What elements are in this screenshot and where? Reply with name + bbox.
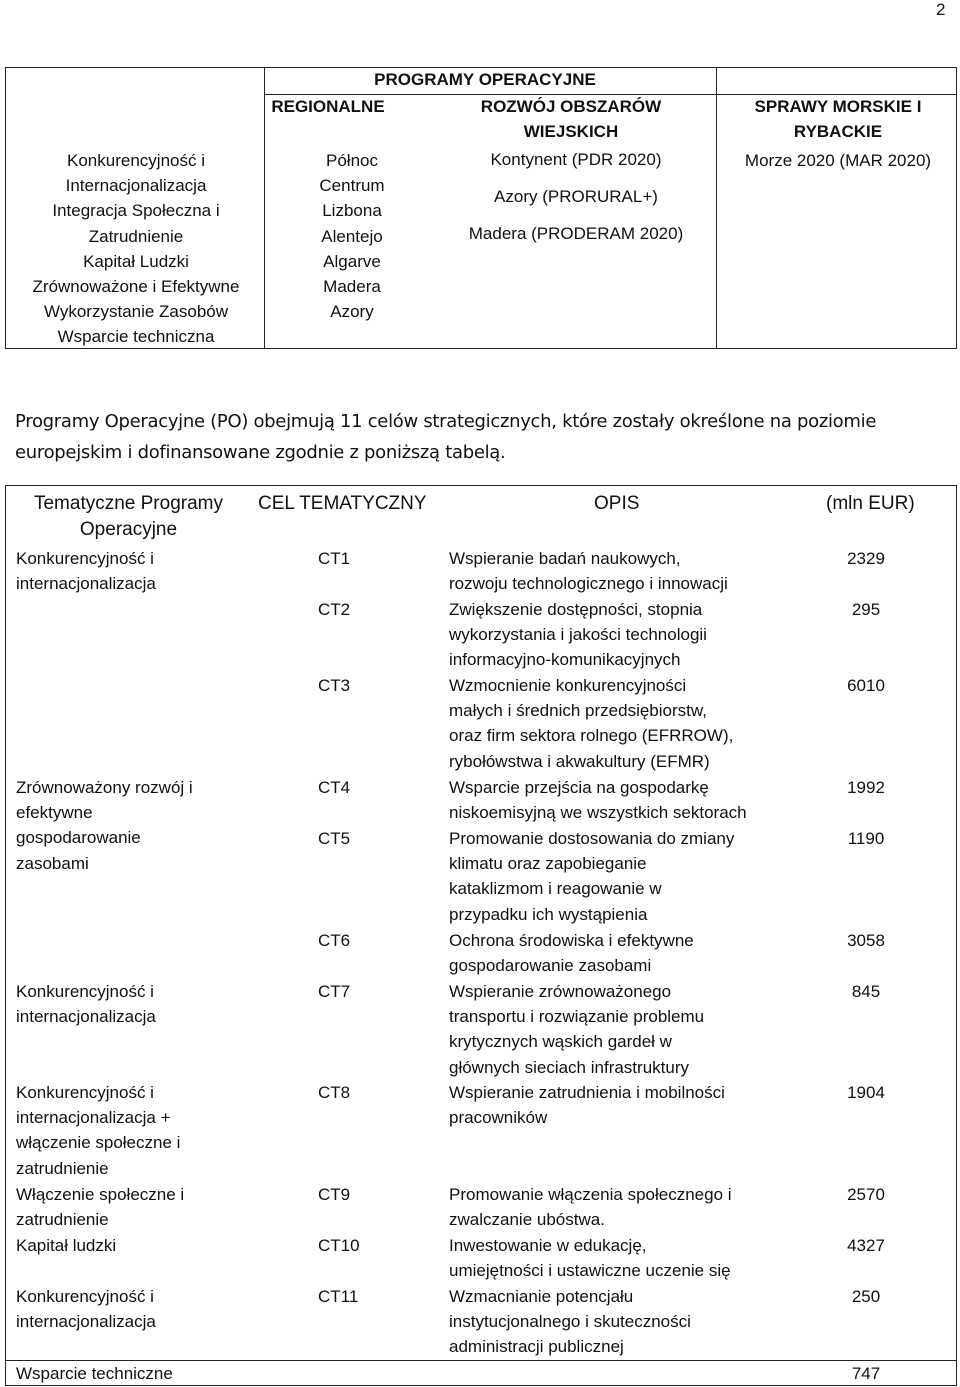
row-desc-line: Wspieranie badań naukowych,: [449, 549, 681, 568]
row-code: CT7: [318, 982, 351, 1001]
row-theme-line: efektywne: [16, 803, 93, 823]
row-code: CT6: [318, 931, 351, 950]
row-desc-line: zwalczanie ubóstwa.: [449, 1210, 605, 1230]
thematic-item: Wykorzystanie Zasobów: [43, 302, 229, 322]
row-desc: [449, 597, 789, 673]
header-rural-line: ROZWÓJ OBSZARÓW: [480, 97, 662, 116]
rural-item: Madera (PRODERAM 2020): [468, 224, 684, 243]
row-desc-line: transportu i rozwiązanie problemu: [449, 1007, 705, 1027]
row-theme-line: Konkurencyjność i: [16, 1083, 154, 1102]
thematic-item: Konkurencyjność i: [67, 151, 205, 170]
row-desc: [449, 1284, 789, 1360]
row-desc: [449, 928, 789, 978]
row-desc-line: instytucjonalnego i skuteczności: [449, 1312, 691, 1332]
row-theme: [16, 1233, 241, 1258]
row-desc: [449, 1233, 789, 1283]
maritime-item: Morze 2020 (MAR 2020): [744, 151, 932, 170]
row-desc: [449, 979, 789, 1080]
row-code: CT8: [318, 1083, 351, 1102]
row-theme-line: Konkurencyjność i: [16, 982, 154, 1001]
row-theme: [16, 979, 241, 1029]
row-theme-line: Włączenie społeczne i: [16, 1185, 185, 1204]
page-number: 2: [936, 0, 946, 19]
row-theme-line: zasobami: [16, 853, 89, 873]
header-program-line: Operacyjne: [79, 519, 178, 540]
thematic-item: Kapitał Ludzki: [83, 251, 189, 271]
row-desc-line: Promowanie dostosowania do zmiany: [449, 829, 735, 848]
header-program: [16, 491, 241, 543]
row-desc: [449, 826, 789, 927]
row-desc-line: głównych sieciach infrastruktury: [449, 1057, 689, 1077]
thematic-item: Zatrudnienie: [88, 226, 184, 246]
row-value: 6010: [847, 676, 885, 695]
row-code: CT5: [318, 829, 351, 848]
row-desc-line: przypadku ich wystąpienia: [449, 904, 648, 924]
row-desc-line: rozwoju technologicznego i innowacji: [449, 574, 728, 594]
row-desc-line: klimatu oraz zapobieganie: [449, 854, 647, 874]
regional-list: [268, 148, 436, 324]
row-desc: [449, 546, 789, 596]
row-value: 1904: [847, 1083, 885, 1102]
regional-item: Centrum: [319, 176, 385, 196]
row-code: CT4: [318, 778, 351, 797]
row-desc-line: Wspieranie zatrudnienia i mobilności: [449, 1083, 725, 1102]
row-desc-line: Wzmocnienie konkurencyjności: [449, 676, 687, 695]
row-theme: [16, 1182, 241, 1232]
row-code: CT2: [318, 600, 351, 619]
row-desc-line: pracowników: [449, 1108, 548, 1128]
row-value: 4327: [847, 1236, 885, 1255]
row-theme-line: Konkurencyjność i: [16, 549, 154, 568]
programs-table: [5, 67, 957, 349]
header-desc: OPIS: [594, 493, 640, 514]
rural-item: Azory (PRORURAL+): [494, 187, 658, 206]
row-value: 295: [851, 600, 881, 619]
row-desc-line: gospodarowanie zasobami: [449, 956, 652, 976]
row-desc-line: Zwiększenie dostępności, stopnia: [449, 600, 703, 619]
header-maritime: [718, 94, 958, 144]
row-value: 2570: [847, 1185, 885, 1204]
row-desc: [449, 673, 789, 774]
row-value: 2329: [847, 549, 885, 568]
header-maritime-line: RYBACKIE: [793, 122, 883, 141]
footer-value: 747: [851, 1364, 881, 1383]
row-desc-line: oraz firm sektora rolnego (EFRROW),: [449, 726, 734, 746]
regional-item: Alentejo: [321, 226, 383, 246]
row-value: 1190: [847, 829, 885, 848]
row-theme-line: internacjonalizacja +: [16, 1108, 171, 1128]
row-theme-line: Konkurencyjność i: [16, 1287, 154, 1306]
programs-header-main: PROGRAMY OPERACYJNE: [374, 70, 596, 89]
row-value: 1992: [847, 778, 885, 797]
thematic-item: Internacjonalizacja: [65, 176, 207, 196]
thematic-list: [10, 148, 262, 350]
intro-line: Programy Operacyjne (PO) obejmują 11 celów strategicznych, które zostały określone na poziomie: [15, 411, 877, 432]
maritime-list: [718, 148, 958, 173]
row-theme-line: internacjonalizacja: [16, 1007, 156, 1027]
row-desc-line: informacyjno-komunikacyjnych: [449, 650, 681, 670]
objectives-table: [5, 485, 957, 1386]
row-desc-line: Promowanie włączenia społecznego i: [449, 1185, 732, 1204]
row-theme-line: Zrównoważony rozwój i: [16, 778, 193, 797]
row-desc-line: niskoemisyjną we wszystkich sektorach: [449, 803, 747, 823]
row-desc-line: Wzmacnianie potencjału: [449, 1287, 634, 1306]
header-maritime-line: SPRAWY MORSKIE I: [754, 97, 922, 116]
row-desc-line: Inwestowanie w edukację,: [449, 1236, 647, 1255]
row-theme-line: Kapitał ludzki: [16, 1236, 117, 1255]
row-theme-line: zatrudnienie: [16, 1158, 109, 1178]
row-desc-line: rybołówstwa i akwakultury (EFMR): [449, 751, 710, 771]
regional-item: Azory: [330, 302, 374, 322]
row-desc: [449, 1080, 789, 1130]
row-code: CT3: [318, 676, 351, 695]
row-theme-line: włączenie społeczne i: [16, 1133, 181, 1153]
row-theme-line: internacjonalizacja: [16, 574, 156, 594]
row-theme-line: internacjonalizacja: [16, 1312, 156, 1332]
row-code: CT10: [318, 1236, 360, 1255]
row-value: 845: [851, 982, 881, 1001]
rural-list: [426, 141, 726, 252]
row-theme: [16, 546, 241, 596]
row-value: 250: [851, 1287, 881, 1306]
row-desc-line: Wsparcie przejścia na gospodarkę: [449, 778, 709, 797]
row-code: CT9: [318, 1185, 351, 1204]
row-desc: [449, 775, 789, 825]
regional-item: Madera: [323, 277, 381, 297]
thematic-item: Wsparcie techniczna: [57, 327, 215, 347]
divider: [264, 68, 265, 348]
row-theme: [16, 1080, 241, 1181]
intro-line: europejskim i dofinansowane zgodnie z poniższą tabelą.: [15, 442, 506, 463]
row-desc-line: Ochrona środowiska i efektywne: [449, 931, 694, 950]
row-desc-line: małych i średnich przedsiębiorstw,: [449, 701, 707, 721]
row-desc-line: umiejętności i ustawiczne uczenie się: [449, 1261, 731, 1281]
header-value: (mln EUR): [826, 493, 915, 514]
header-rural: [426, 94, 716, 144]
row-desc: [449, 1182, 789, 1232]
row-theme-line: zatrudnienie: [16, 1210, 109, 1230]
row-theme: [16, 775, 241, 876]
header-rural-line: WIEJSKICH: [523, 122, 619, 141]
regional-item: Lizbona: [322, 201, 382, 221]
row-code: CT1: [318, 549, 351, 568]
header-goal: CEL TEMATYCZNY: [258, 493, 427, 514]
regional-item: Algarve: [323, 251, 381, 271]
thematic-item: Integracja Społeczna i: [52, 201, 220, 221]
row-desc-line: Wspieranie zrównoważonego: [449, 982, 672, 1001]
intro-paragraph: [15, 406, 950, 468]
footer-label: Wsparcie techniczne: [16, 1364, 173, 1383]
row-theme-line: gospodarowanie: [16, 828, 141, 848]
row-desc-line: kataklizmom i reagowanie w: [449, 879, 662, 899]
rural-item: Kontynent (PDR 2020): [490, 150, 662, 169]
regional-item: Północ: [326, 151, 378, 170]
header-regional: REGIONALNE: [271, 97, 385, 116]
row-desc-line: wykorzystania i jakości technologii: [449, 625, 707, 645]
row-desc-line: krytycznych wąskich gardeł w: [449, 1032, 672, 1052]
row-theme: [16, 1284, 241, 1334]
row-desc-line: administracji publicznej: [449, 1337, 624, 1357]
header-program-line: Tematyczne Programy: [33, 493, 223, 514]
row-code: CT11: [318, 1287, 359, 1306]
thematic-item: Zrównoważone i Efektywne: [32, 277, 240, 297]
row-value: 3058: [847, 931, 885, 950]
